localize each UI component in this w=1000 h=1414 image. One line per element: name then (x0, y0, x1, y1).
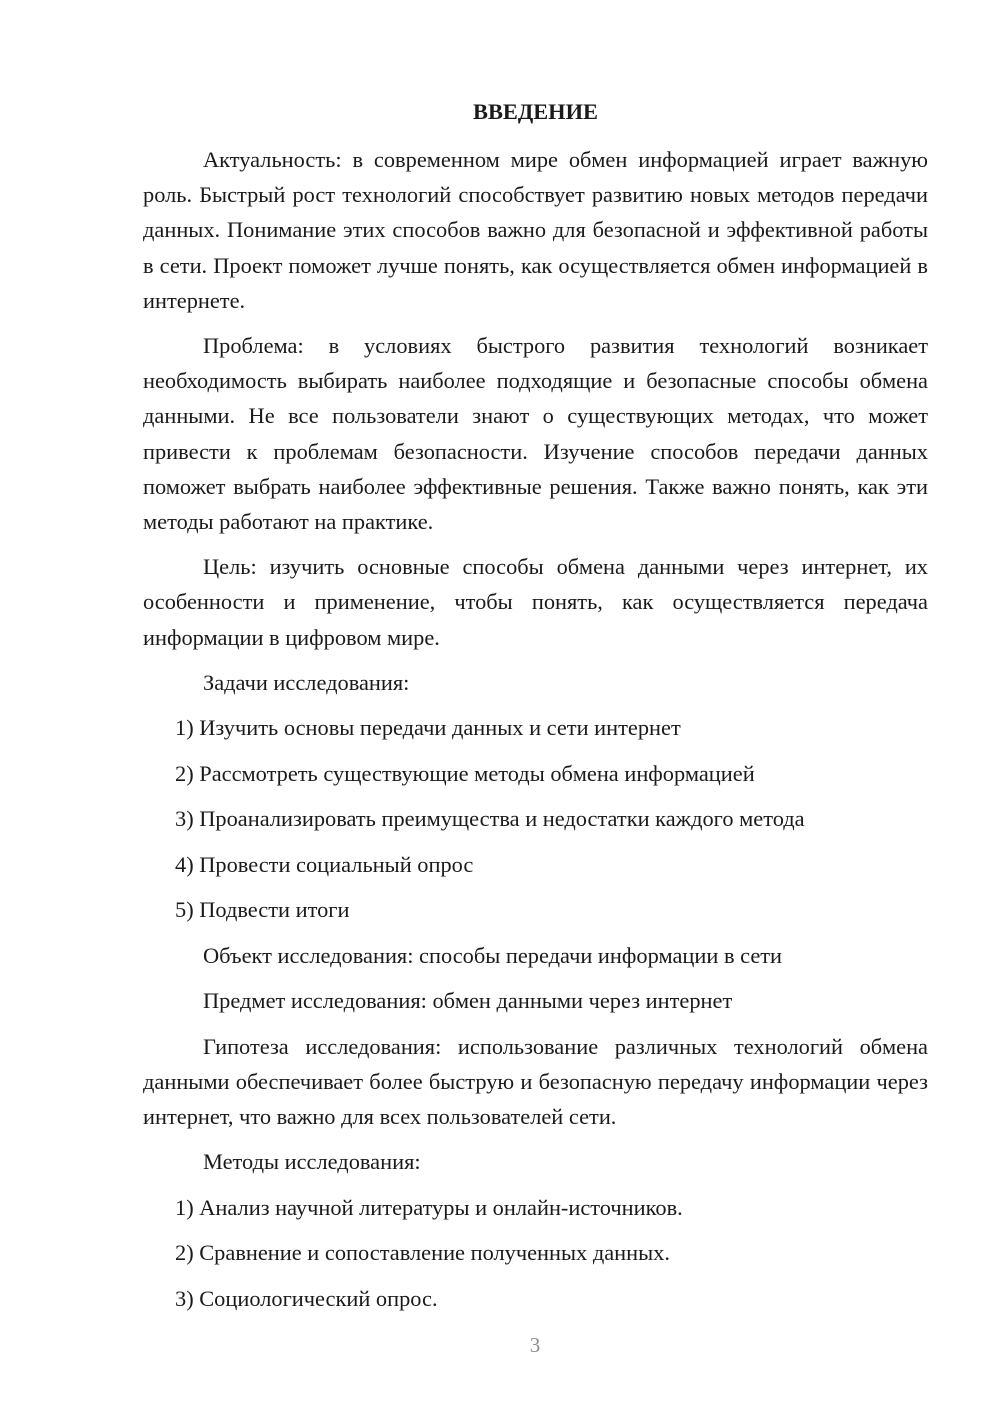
relevance-paragraph: Актуальность: в современном мире обмен информацией играет важную роль. Быстрый рост технологий способствует развитию новых методов передачи данных. Понимание этих способов важно для безопасной и эффективной работы в сети. Проект поможет лучше понять, как осуществляется обмен информацией в интернете. (143, 147, 928, 313)
section-title: ВВЕДЕНИЕ (473, 99, 598, 124)
problem-paragraph: Проблема: в условиях быстрого развития технологий возникает необходимость выбирать наиболее подходящие и безопасные способы обмена данными. Не все пользователи знают о существующих методах, что может привести к проблемам безопасности. Изучение способов передачи данных поможет выбрать наиболее эффективные решения. Также важно понять, как эти методы работают на практике. (143, 333, 928, 535)
method-item: 1) Анализ научной литературы и онлайн-источников. (175, 1194, 683, 1220)
task-item: 5) Подвести итоги (175, 897, 350, 923)
research-object: Объект исследования: способы передачи информации в сети (203, 942, 783, 968)
hypothesis-paragraph: Гипотеза исследования: использование различных технологий обмена данными обеспечивает более быструю и безопасную передачу информации через интернет, что важно для всех пользователей сети. (143, 1033, 928, 1130)
goal-paragraph: Цель: изучить основные способы обмена данными через интернет, их особенности и применение, чтобы понять, как осуществляется передача информации в цифровом мире. (143, 554, 928, 650)
page-number: 3 (529, 1333, 541, 1357)
task-item: 4) Провести социальный опрос (175, 851, 474, 877)
task-item: 1) Изучить основы передачи данных и сети интернет (175, 715, 681, 741)
method-item: 3) Социологический опрос. (175, 1285, 438, 1311)
task-item: 3) Проанализировать преимущества и недостатки каждого метода (175, 806, 805, 832)
methods-heading: Методы исследования: (203, 1149, 421, 1175)
task-item: 2) Рассмотреть существующие методы обмена информацией (175, 760, 755, 786)
tasks-heading: Задачи исследования: (203, 669, 410, 695)
document-page (143, 95, 928, 1326)
research-subject: Предмет исследования: обмен данными через интернет (203, 988, 733, 1014)
method-item: 2) Сравнение и сопоставление полученных данных. (175, 1240, 670, 1266)
